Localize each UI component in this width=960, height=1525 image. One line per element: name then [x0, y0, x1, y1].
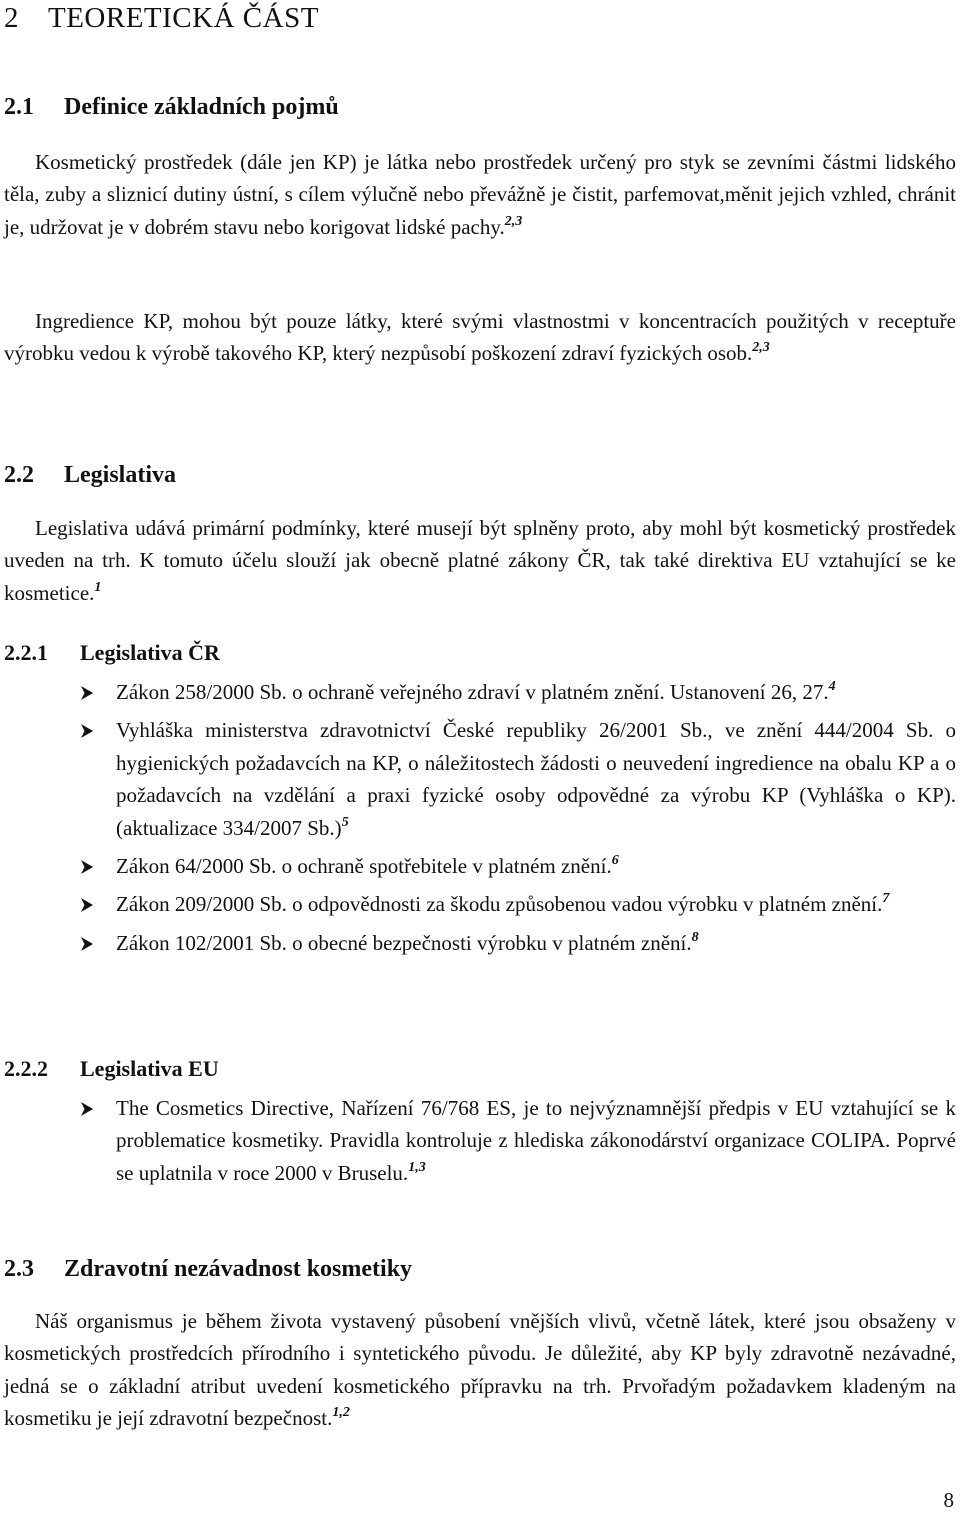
list-item — [80, 676, 956, 708]
list-item-text: Zákon 64/2000 Sb. o ochraně spotřebitele v platném znění. — [116, 854, 612, 879]
citation-superscript: 5 — [341, 814, 349, 830]
subsection-number: 2.2.2 — [4, 1056, 48, 1081]
section-heading-2-3 — [4, 1256, 412, 1283]
list-item — [80, 714, 956, 844]
chapter-title: TEORETICKÁ ČÁST — [48, 2, 319, 34]
paragraph-ingredients — [4, 305, 956, 370]
arrow-bullet-icon — [80, 685, 94, 701]
citation-superscript: 1 — [94, 579, 102, 595]
paragraph-text: Legislativa udává primární podmínky, které musejí být splněny proto, aby mohl být kosmetický prostředek uveden na trh. K tomuto účelu slouží jak obecně platné zákony ČR, tak také direktiva EU vztahující se ke kosmetice. — [4, 516, 956, 605]
list-item — [80, 927, 956, 959]
citation-superscript: 8 — [691, 929, 699, 945]
list-item-text: Zákon 258/2000 Sb. o ochraně veřejného zdraví v platném znění. Ustanovení 26, 27. — [116, 680, 829, 704]
citation-superscript: 2,3 — [752, 340, 770, 356]
section-number: 2.3 — [4, 1256, 34, 1282]
paragraph-safety — [4, 1305, 956, 1435]
citation-superscript: 7 — [882, 891, 890, 907]
section-title: Zdravotní nezávadnost kosmetiky — [64, 1256, 413, 1282]
czech-legislation-list — [80, 676, 956, 959]
citation-superscript: 6 — [611, 853, 619, 869]
paragraph-text: Kosmetický prostředek (dále jen KP) je látka nebo prostředek určený pro styk se zevními částmi lidského těla, zuby a sliznicí dutiny ústní, s cílem výlučně nebo převážně je čistit, parfemovat,měnit jejich vzhled, chránit je, udržovat je v dobrém stavu nebo korigovat lidské pachy. — [4, 150, 956, 239]
chapter-heading — [4, 2, 319, 35]
subsection-heading-2-2-2 — [4, 1056, 219, 1082]
subsection-title: Legislativa ČR — [80, 640, 220, 665]
page-number: 8 — [943, 1488, 954, 1512]
list-item-text: Vyhláška ministerstva zdravotnictví České republiky 26/2001 Sb., ve znění 444/2004 Sb. o hygienických požadavcích na KP, o náležitostech žádosti o neuvedení ingredience na obalu KP a o požadavcích na vzdělání a praxi fyzické osoby odpovědné za výrobu KP (Vyhláška o KP). (aktualizace 334/2007 Sb.) — [116, 718, 956, 840]
section-number: 2.1 — [4, 94, 34, 120]
section-heading-2-1 — [4, 94, 339, 121]
subsection-title: Legislativa EU — [80, 1056, 219, 1081]
chapter-number: 2 — [4, 2, 19, 34]
section-title: Legislativa — [64, 462, 176, 488]
paragraph-kp-definition — [4, 146, 956, 243]
subsection-number: 2.2.1 — [4, 640, 48, 665]
list-item — [80, 888, 956, 920]
subsection-heading-2-2-1 — [4, 640, 220, 666]
arrow-bullet-icon — [80, 897, 94, 913]
list-item-text: Zákon 209/2000 Sb. o odpovědnosti za škodu způsobenou vadou výrobku v platném znění. — [116, 892, 883, 917]
list-item — [80, 850, 956, 882]
arrow-bullet-icon — [80, 1101, 94, 1117]
paragraph-legislation — [4, 512, 956, 609]
citation-superscript: 1,3 — [408, 1159, 426, 1175]
eu-legislation-list — [80, 1092, 956, 1189]
paragraph-text: Náš organismus je během života vystavený působení vnějších vlivů, včetně látek, které jsou obsaženy v kosmetických prostředcích přírodního i syntetického původu. Je důležité, aby KP byly zdravotně nezávadné, jedná se o základní atribut uvedení kosmetického přípravku na trh. Prvořadým požadavkem kladeným na kosmetiku je její zdravotní bezpečnost. — [4, 1309, 956, 1431]
citation-superscript: 1,2 — [332, 1405, 350, 1421]
list-item-text: The Cosmetics Directive, Nařízení 76/768 ES, je to nejvýznamnější předpis v EU vztahující se k problematice kosmetiky. Pravidla kontroluje z hlediska zákonodárství organizace COLIPA. Poprvé se uplatnila v roce 2000 v Bruselu. — [116, 1096, 956, 1185]
section-title: Definice základních pojmů — [64, 94, 339, 120]
citation-superscript: 4 — [828, 679, 836, 694]
paragraph-text: Ingredience KP, mohou být pouze látky, které svými vlastnostmi v koncentracích použitých v receptuře výrobku vedou k výrobě takového KP, který nezpůsobí poškození zdraví fyzických osob. — [4, 309, 956, 366]
arrow-bullet-icon — [80, 936, 94, 952]
section-number: 2.2 — [4, 462, 34, 488]
section-heading-2-2 — [4, 462, 176, 489]
list-item — [80, 1092, 956, 1189]
arrow-bullet-icon — [80, 723, 94, 739]
arrow-bullet-icon — [80, 859, 94, 875]
list-item-text: Zákon 102/2001 Sb. o obecné bezpečnosti výrobku v platném znění. — [116, 930, 692, 955]
citation-superscript: 2,3 — [504, 213, 523, 229]
